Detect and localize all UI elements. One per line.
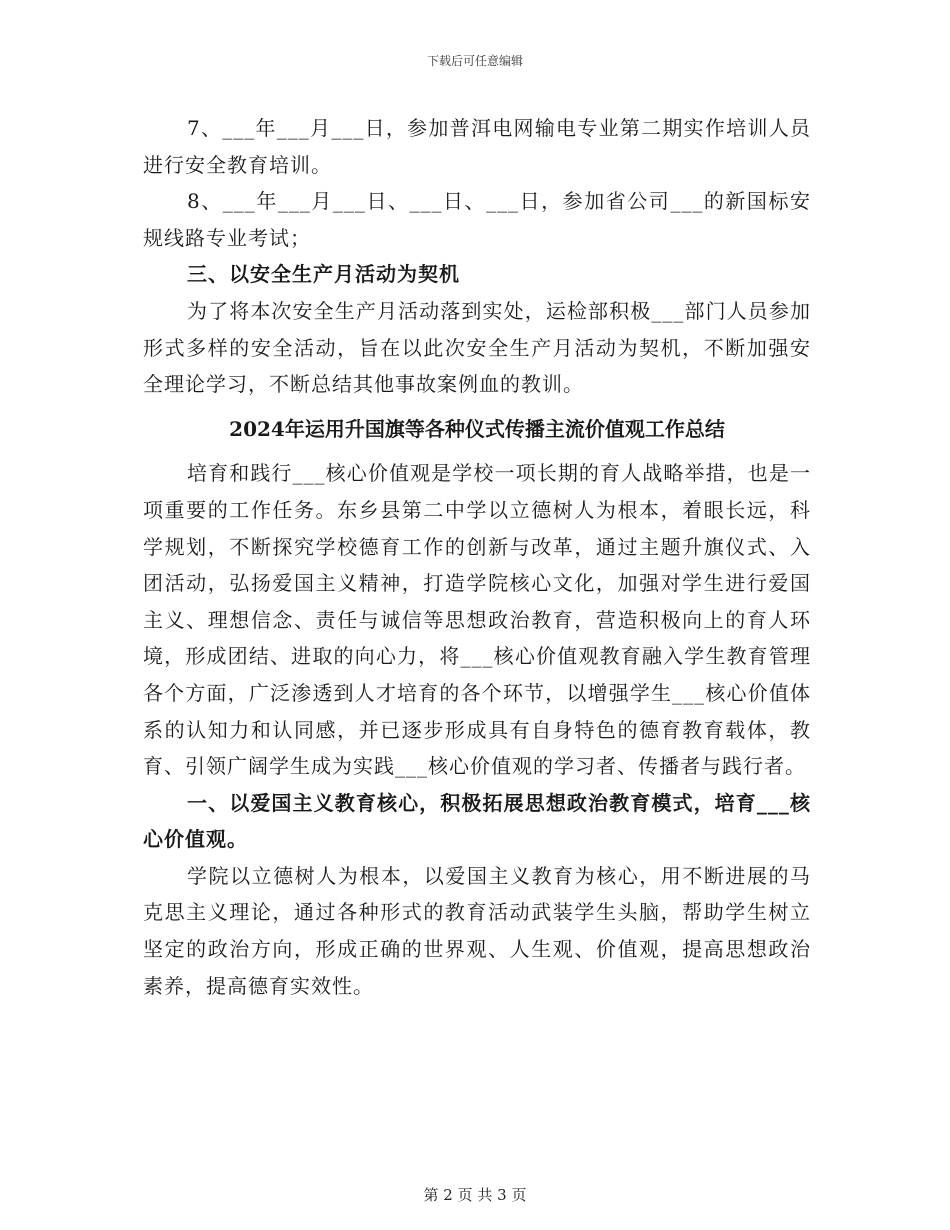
section-heading-3: 三、以安全生产月活动为契机 <box>187 262 460 287</box>
page-header: 下载后可任意编辑 <box>426 54 523 68</box>
document-body <box>143 110 811 1004</box>
list-item-8: 8、___年___月___日、___日、___日，参加省公司___的新国标安规线路专业考试； <box>143 189 811 250</box>
paragraph: 学院以立德树人为根本，以爱国主义教育为核心，用不断进展的马克思主义理论，通过各种形式的教育活动武装学生头脑，帮助学生树立坚定的政治方向，形成正确的世界观、人生观、价值观，提高思想政治素养，提高德育实效性。 <box>143 863 811 998</box>
document-title: 2024年运用升国旗等各种仪式传播主流价值观工作总结 <box>229 416 725 441</box>
paragraph: 为了将本次安全生产月活动落到实处，运检部积极___部门人员参加形式多样的安全活动，旨在以此次安全生产月活动为契机，不断加强安全理论学习，不断总结其他事故案例血的教训。 <box>143 298 811 397</box>
page-footer: 第 2 页 共 3 页 <box>423 1186 527 1204</box>
list-item-7: 7、___年___月___日，参加普洱电网输电专业第二期实作培训人员进行安全教育培训。 <box>143 116 811 177</box>
section-heading-1: 一、以爱国主义教育核心，积极拓展思想政治教育模式，培育___核心价值观。 <box>143 790 811 852</box>
paragraph: 培育和践行___核心价值观是学校一项长期的育人战略举措，也是一项重要的工作任务。东乡县第二中学以立德树人为根本，着眼长远，科学规划，不断探究学校德育工作的创新与改革，通过主题升旗仪式、入团活动，弘扬爱国主义精神，打造学院核心文化，加强对学生进行爱国主义、理想信念、责任与诚信等思想政治教育，营造积极向上的育人环境，形成团结、进取的向心力，将___核心价值观教育融入学生教育管理各个方面，广泛渗透到人才培育的各个环节，以增强学生___核心价值体系的认知力和认同感，并已逐步形成具有自身特色的德育教育载体，教育、引领广阔学生成为实践___核心价值观的学习者、传播者与践行者。 <box>143 461 811 779</box>
